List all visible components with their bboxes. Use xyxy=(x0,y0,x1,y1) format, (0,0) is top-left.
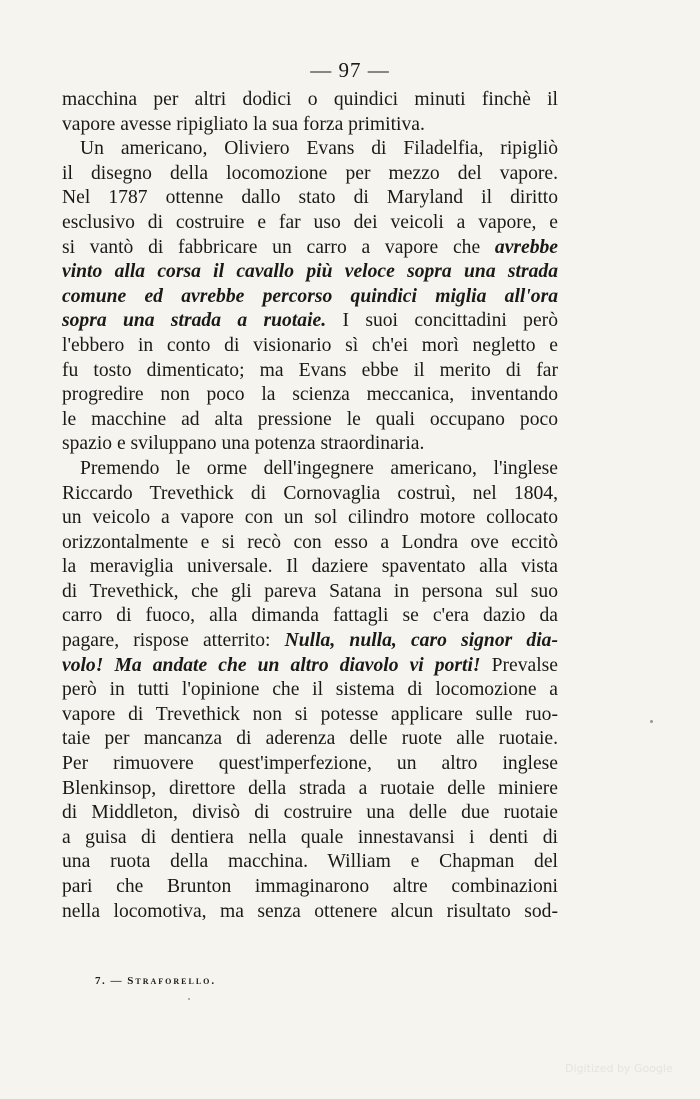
text-line: nella locomotiva, ma senza ottenere alcun risultato sod- xyxy=(62,900,558,922)
text-line xyxy=(62,309,558,334)
text-line: però in tutti l'opinione che il sistema di locomozione a xyxy=(62,679,558,701)
text-line: il disegno della locomozione per mezzo del vapore. xyxy=(62,162,558,184)
text-line: Per rimuovere quest'imperfezione, un altro inglese xyxy=(62,753,558,775)
speck-mark xyxy=(188,998,190,1000)
italic-fragment: avrebbe xyxy=(494,236,558,258)
text-line: la meraviglia universale. Il daziere spaventato alla vista xyxy=(62,556,558,578)
text-fragment: Prevalse xyxy=(480,654,558,676)
text-fragment: I suoi concittadini però xyxy=(326,310,558,332)
signature-number: 7. — xyxy=(95,975,128,987)
page-number: — 97 — xyxy=(310,58,390,82)
text-line: carro di fuoco, alla dimanda fattagli se c'era dazio da xyxy=(62,605,558,627)
text-line: una ruota della macchina. William e Chapman del xyxy=(62,851,558,873)
text-line: fu tosto dimenticato; ma Evans ebbe il merito di far xyxy=(62,359,558,381)
body-text xyxy=(62,88,558,924)
signature-mark xyxy=(95,975,216,987)
text-line: spazio e sviluppano una potenza straordinaria. xyxy=(62,433,425,455)
text-line: Nel 1787 ottenne dallo stato di Maryland il diritto xyxy=(62,187,558,209)
text-line: taie per mancanza di aderenza delle ruote alle ruotaie. xyxy=(62,728,558,750)
italic-fragment: sopra una strada a ruotaie. xyxy=(62,310,327,332)
text-line: vapore di Trevethick non si potesse applicare sulle ruo- xyxy=(62,703,558,725)
text-line: Premendo le orme dell'ingegnere americano, l'inglese xyxy=(80,457,558,479)
text-line: progredire non poco la scienza meccanica, inventando xyxy=(62,384,558,406)
speck-mark xyxy=(650,720,653,723)
text-line: un veicolo a vapore con un sol cilindro motore collocato xyxy=(62,507,558,529)
text-line: vinto alla corsa il cavallo più veloce sopra una strada xyxy=(62,261,558,283)
text-line: le macchine ad alta pressione le quali occupano poco xyxy=(62,408,558,430)
digitization-watermark: Digitized by Google xyxy=(565,1062,673,1075)
author-name: Straforello. xyxy=(127,975,217,987)
text-line: vapore avesse ripigliato la sua forza primitiva. xyxy=(62,113,425,135)
text-line: Riccardo Trevethick di Cornovaglia costruì, nel 1804, xyxy=(62,482,558,504)
text-line: esclusivo di costruire e far uso dei veicoli a vapore, e xyxy=(62,211,558,233)
text-line xyxy=(62,629,558,654)
text-line: di Trevethick, che gli pareva Satana in persona sul suo xyxy=(62,580,558,602)
text-line: pari che Brunton immaginarono altre combinazioni xyxy=(62,876,558,897)
text-line: a guisa di dentiera nella quale innestavansi i denti di xyxy=(62,826,558,848)
text-line xyxy=(62,236,558,261)
text-line: macchina per altri dodici o quindici minuti finchè il xyxy=(62,89,558,110)
text-line xyxy=(62,654,558,679)
text-fragment: si vantò di fabbricare un carro a vapore che xyxy=(62,236,495,258)
text-line: di Middleton, divisò di costruire una delle due ruotaie xyxy=(62,802,558,824)
text-line: Blenkinsop, direttore della strada a ruotaie delle miniere xyxy=(62,777,558,799)
text-line: comune ed avrebbe percorso quindici miglia all'ora xyxy=(62,285,558,307)
text-line: Un americano, Oliviero Evans di Filadelfia, ripigliò xyxy=(80,138,558,160)
text-line: orizzontalmente e si recò con esso a Londra ove eccitò xyxy=(62,531,558,553)
italic-fragment: volo! Ma andate che un altro diavolo vi porti! xyxy=(62,654,481,676)
text-fragment: pagare, rispose atterrito: xyxy=(62,630,285,652)
italic-fragment: Nulla, nulla, caro signor dia- xyxy=(284,630,558,652)
text-line: l'ebbero in conto di visionario sì ch'ei morì negletto e xyxy=(62,334,558,356)
